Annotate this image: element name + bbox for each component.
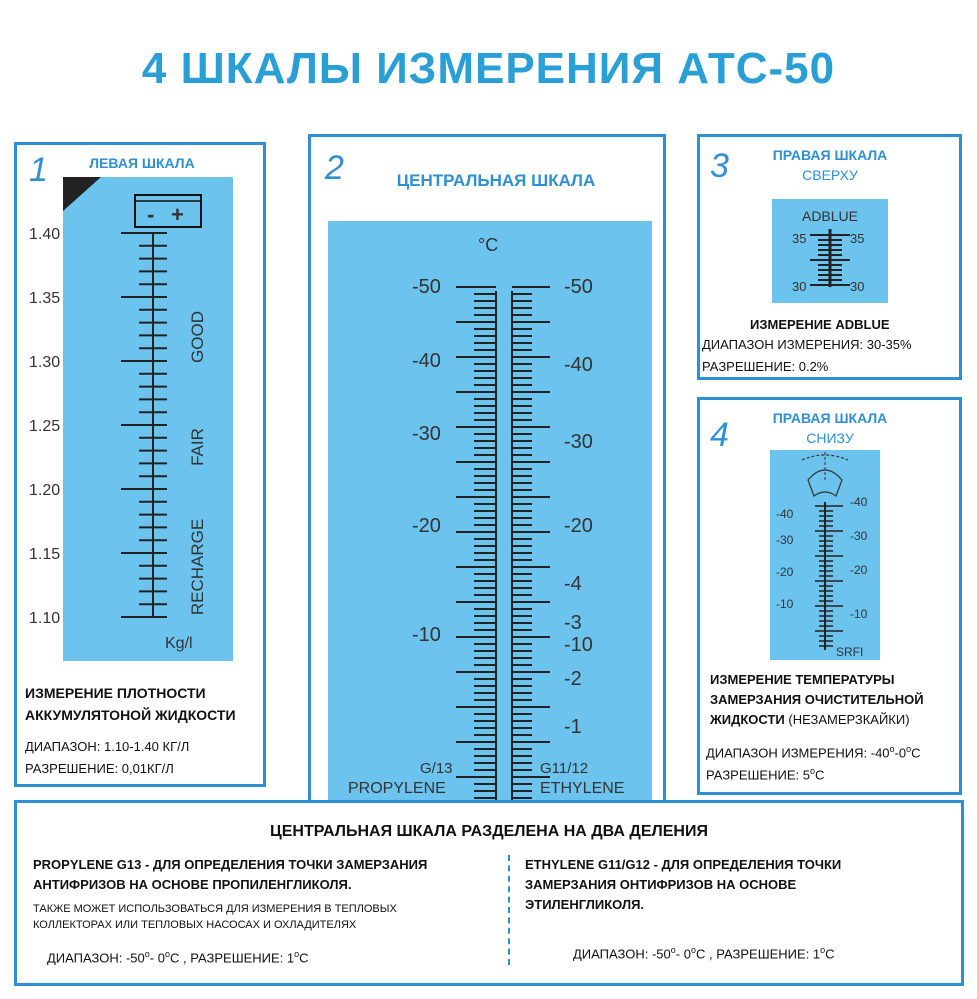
- plus-sign: +: [171, 202, 184, 227]
- panel3-desc: ИЗМЕРЕНИЕ ADBLUE: [750, 317, 890, 332]
- panel1-desc-1: ИЗМЕРЕНИЕ ПЛОТНОСТИ: [25, 685, 206, 701]
- panel3-resolution: РАЗРЕШЕНИЕ: 0.2%: [702, 359, 829, 374]
- panel4-range-unit: С: [911, 745, 921, 761]
- range-text: - 0: [149, 950, 165, 966]
- panel1-range: ДИАПАЗОН: 1.10-1.40 КГ/Л: [25, 739, 190, 754]
- antifreeze-ticks: [456, 287, 550, 805]
- density-tick-label: 1.30: [29, 354, 61, 371]
- density-tick-label: 1.40: [29, 226, 61, 243]
- ethylene-tick-label: -50: [564, 276, 593, 298]
- range-text: С , РАЗРЕШЕНИЕ: 1: [169, 950, 295, 966]
- propylene-tick-label: -20: [412, 515, 441, 537]
- propylene-name: PROPYLENE: [348, 780, 446, 797]
- washer-fluid-scale: [770, 450, 880, 660]
- density-tick-label: 1.10: [29, 610, 61, 627]
- panel-heading: ПРАВАЯ ШКАЛА: [772, 147, 888, 163]
- zone-good: GOOD: [188, 311, 207, 363]
- range-text: ДИАПАЗОН: -50: [573, 946, 671, 962]
- washer-left-label: -40: [776, 507, 794, 521]
- washer-right-label: -40: [850, 495, 868, 509]
- degree-sign: о: [144, 949, 150, 959]
- panel-left-scale: [14, 142, 266, 787]
- panel4-res-a: РАЗРЕШЕНИЕ: 5: [706, 767, 810, 783]
- ethylene-tick-label: -40: [564, 354, 593, 376]
- washer-right-labels: [850, 495, 868, 621]
- propylene-range: [47, 949, 309, 965]
- ethylene-tick-label: -4: [564, 573, 582, 595]
- panel4-res-unit: С: [814, 767, 825, 783]
- page-title: 4 ШКАЛЫ ИЗМЕРЕНИЯ АТС-50: [141, 44, 836, 93]
- temp-unit: °C: [478, 235, 499, 255]
- washer-right-label: -30: [850, 529, 868, 543]
- ethylene-tick-label: -20: [564, 515, 593, 537]
- range-text: ДИАПАЗОН: -50: [47, 950, 145, 966]
- ethylene-tick-label: -10: [564, 634, 593, 656]
- panel1-desc-2: АККУМУЛЯТОНОЙ ЖИДКОСТИ: [25, 707, 236, 723]
- washer-left-label: -10: [776, 597, 794, 611]
- range-text: С , РАЗРЕШЕНИЕ: 1: [695, 946, 821, 962]
- degree-sign: о: [294, 949, 300, 959]
- range-text: С: [825, 946, 835, 962]
- panel4-range: [706, 744, 921, 760]
- washer-left-label: -20: [776, 565, 794, 579]
- panel-number: 4: [710, 416, 729, 454]
- panel-center-scale: [308, 134, 666, 810]
- panel-number: 3: [710, 147, 729, 185]
- panel4-resolution: [706, 766, 824, 782]
- propylene-note-1: ТАКЖЕ МОЖЕТ ИСПОЛЬЗОВАТЬСЯ ДЛЯ ИЗМЕРЕНИЯ В ТЕПЛОВЫХ: [33, 903, 397, 915]
- density-ticks: [121, 233, 167, 617]
- washer-fluid-scale-svg: [770, 450, 880, 660]
- bottom-divider: [508, 855, 510, 965]
- adblue-bottom-right: 30: [850, 279, 865, 294]
- antifreeze-scale: [328, 221, 652, 807]
- panel-number: 2: [325, 149, 344, 187]
- degree-sign: о: [809, 766, 815, 776]
- panel4-range-b: -0: [894, 745, 907, 761]
- propylene-code: G/13: [420, 760, 453, 777]
- density-tick-label: 1.20: [29, 482, 61, 499]
- ethylene-tick-label: -3: [564, 612, 582, 634]
- ethylene-name: ETHYLENE: [540, 780, 625, 797]
- adblue-scale-svg: [772, 199, 888, 303]
- washer-scale-label: SRFI: [836, 645, 864, 659]
- panel1-resolution: РАЗРЕШЕНИЕ: 0,01КГ/Л: [25, 761, 174, 776]
- zone-recharge: RECHARGE: [188, 518, 207, 616]
- ethylene-desc-2: ЗАМЕРЗАНИЯ ОНТИФРИЗОВ НА ОСНОВЕ: [525, 877, 797, 892]
- adblue-label: ADBLUE: [801, 208, 859, 224]
- propylene-tick-label: -40: [412, 350, 441, 372]
- panel4-desc-3: [710, 712, 910, 727]
- panel4-desc-3b: (НЕЗАМЕРЗКАЙКИ): [784, 712, 910, 727]
- panel-right-bottom-scale: [697, 397, 962, 795]
- panel4-desc-1: ИЗМЕРЕНИЕ ТЕМПЕРАТУРЫ: [710, 672, 895, 687]
- range-text: - 0: [675, 946, 691, 962]
- adblue-top-right: 35: [850, 231, 865, 246]
- density-scale: [29, 177, 233, 661]
- panel-subheading: СВЕРХУ: [802, 167, 858, 183]
- ethylene-range: [573, 945, 835, 961]
- antifreeze-scale-svg: [328, 221, 652, 807]
- bottom-heading: ЦЕНТРАЛЬНАЯ ШКАЛА РАЗДЕЛЕНА НА ДВА ДЕЛЕНИЯ: [270, 823, 708, 840]
- panel4-desc-2: ЗАМЕРЗАНИЯ ОЧИСТИТЕЛЬНОЙ: [710, 692, 924, 707]
- ethylene-desc-3: ЭТИЛЕНГЛИКОЛЯ.: [525, 897, 645, 912]
- adblue-top-left: 35: [792, 231, 807, 246]
- panel-right-top-scale: [697, 134, 962, 380]
- density-tick-label: 1.35: [29, 290, 61, 307]
- density-tick-label: 1.25: [29, 418, 61, 435]
- panel3-range: ДИАПАЗОН ИЗМЕРЕНИЯ: 30-35%: [702, 337, 912, 352]
- bottom-explanation: [14, 800, 964, 986]
- ethylene-tick-label: -1: [564, 716, 582, 738]
- panel-subheading: СНИЗУ: [806, 430, 854, 446]
- density-scale-svg: [29, 177, 233, 661]
- propylene-tick-label: -10: [412, 624, 441, 646]
- density-tick-labels: [29, 226, 60, 627]
- ethylene-tick-label: -30: [564, 431, 593, 453]
- adblue-scale: [772, 199, 888, 303]
- density-unit: Kg/l: [165, 635, 193, 652]
- sign-box: [135, 195, 201, 227]
- density-tick-label: 1.15: [29, 546, 61, 563]
- propylene-desc-1: PROPYLENE G13 - ДЛЯ ОПРЕДЕЛЕНИЯ ТОЧКИ ЗАМЕРЗАНИЯ: [33, 857, 428, 872]
- adblue-bottom-left: 30: [792, 279, 807, 294]
- ethylene-desc-1: ETHYLENE G11/G12 - ДЛЯ ОПРЕДЕЛЕНИЯ ТОЧКИ: [525, 857, 842, 872]
- washer-left-labels: [776, 507, 794, 611]
- minus-sign: -: [147, 202, 155, 227]
- degree-sign: о: [820, 945, 826, 955]
- propylene-tick-label: -30: [412, 423, 441, 445]
- degree-sign: о: [690, 945, 696, 955]
- zone-fair: FAIR: [188, 428, 207, 466]
- panel-number: 1: [29, 151, 48, 189]
- panel-heading: ЛЕВАЯ ШКАЛА: [89, 155, 195, 171]
- propylene-tick-label: -50: [412, 276, 441, 298]
- degree-sign: о: [670, 945, 676, 955]
- ethylene-tick-labels: [564, 276, 593, 738]
- degree-sign: о: [906, 744, 912, 754]
- ethylene-code: G11/12: [540, 760, 589, 777]
- degree-sign: о: [164, 949, 170, 959]
- washer-ticks: [815, 506, 843, 646]
- washer-left-label: -30: [776, 533, 794, 547]
- degree-sign: о: [889, 744, 895, 754]
- panel-heading: ЦЕНТРАЛЬНАЯ ШКАЛА: [396, 171, 596, 190]
- panel4-range-a: ДИАПАЗОН ИЗМЕРЕНИЯ: -40: [706, 745, 890, 761]
- panel-heading: ПРАВАЯ ШКАЛА: [772, 410, 888, 426]
- propylene-tick-labels: [412, 276, 441, 646]
- panel4-desc-3a: ЖИДКОСТИ: [710, 712, 785, 727]
- scale-corner-shade: [63, 177, 101, 211]
- washer-right-label: -20: [850, 563, 868, 577]
- range-text: С: [299, 950, 309, 966]
- propylene-note-2: КОЛЛЕКТОРАХ ИЛИ ТЕПЛОВЫХ НАСОСАХ И ОХЛАДИТЕЛЯХ: [33, 919, 357, 931]
- propylene-desc-2: АНТИФРИЗОВ НА ОСНОВЕ ПРОПИЛЕНГЛИКОЛЯ.: [33, 877, 352, 892]
- washer-right-label: -10: [850, 607, 868, 621]
- ethylene-tick-label: -2: [564, 668, 582, 690]
